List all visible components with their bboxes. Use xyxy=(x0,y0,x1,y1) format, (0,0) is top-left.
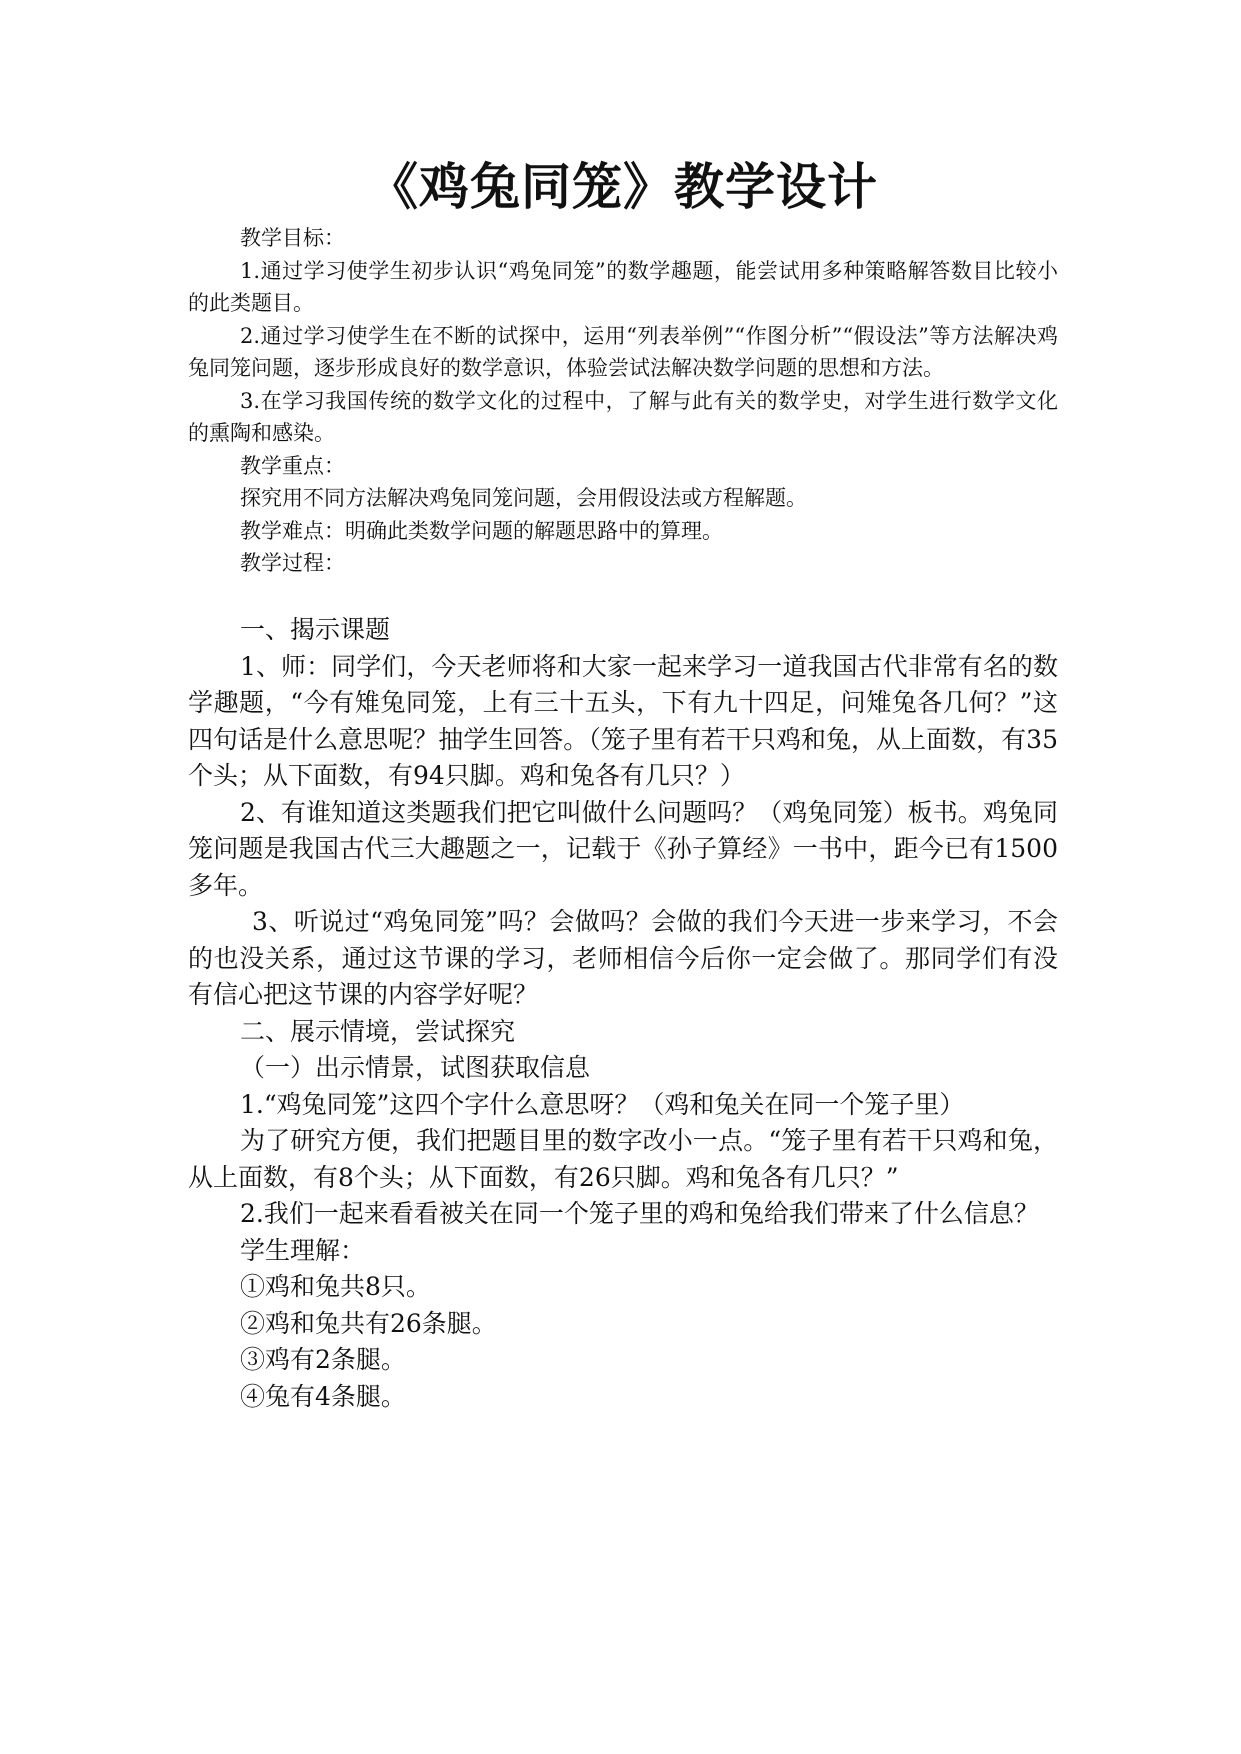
student-understanding-heading: 学生理解： xyxy=(240,1235,366,1265)
student-point: ②鸡和兔共有26条腿。 xyxy=(240,1308,497,1338)
student-point: ④兔有4条腿。 xyxy=(240,1381,406,1411)
student-point: ③鸡有2条腿。 xyxy=(240,1345,406,1374)
document-title: 《鸡兔同笼》教学设计 xyxy=(368,157,878,216)
objective-1: 1.通过学习使学生初步认识“鸡兔同笼”的数学趣题，能尝试用多种策略解答数目比较小的此类题目。 xyxy=(188,258,1058,315)
part-2-subheading-1: （一）出示情景，试图获取信息 xyxy=(240,1053,591,1082)
part-2-item-1-follow: 为了研究方便，我们把题目里的数字改小一点。“笼子里有若干只鸡和兔，从上面数，有8个头；从下面数，有26只脚。鸡和兔各有几只？” xyxy=(188,1126,1058,1192)
document-page xyxy=(188,0,1058,1754)
objective-2: 2.通过学习使学生在不断的试探中，运用“列表举例”“作图分析”“假设法”等方法解决鸡兔同笼问题，逐步形成良好的数学意识，体验尝试法解决数学问题的思想和方法。 xyxy=(188,323,1058,380)
part-1-item-2: 2、有谁知道这类题我们把它叫做什么问题吗？（鸡兔同笼）板书。鸡兔同笼问题是我国古代三大趣题之一，记载于《孙子算经》一书中，距今已有1500多年。 xyxy=(188,797,1058,900)
part-1-item-3: 3、听说过“鸡兔同笼”吗？会做吗？会做的我们今天进一步来学习，不会的也没关系，通过这节课的学习，老师相信今后你一定会做了。那同学们有没有信心把这节课的内容学好呢？ xyxy=(188,907,1058,1009)
objectives-heading: 教学目标： xyxy=(240,226,345,250)
objective-3: 3.在学习我国传统的数学文化的过程中，了解与此有关的数学史，对学生进行数学文化的熏陶和感染。 xyxy=(188,388,1058,445)
part-1-heading: 一、揭示课题 xyxy=(240,615,391,644)
difficulty-text: 教学难点：明确此类数学问题的解题思路中的算理。 xyxy=(240,518,723,543)
part-1-item-1: 1、师：同学们，今天老师将和大家一起来学习一道我国古代非常有名的数学趣题，“今有雉兔同笼，上有三十五头，下有九十四足，问雉兔各几何？”这四句话是什么意思呢？抽学生回答。（笼子里有若干只鸡和兔，从上面数，有35个头；从下面数，有94只脚。鸡和兔各有几只？） xyxy=(188,651,1058,790)
part-2-item-1: 1.“鸡兔同笼”这四个字什么意思呀？（鸡和兔关在同一个笼子里） xyxy=(240,1089,965,1119)
process-heading: 教学过程： xyxy=(240,551,345,575)
objectives-section xyxy=(188,222,1058,580)
student-point: ①鸡和兔共8只。 xyxy=(240,1272,431,1301)
key-points-heading: 教学重点： xyxy=(240,453,345,478)
part-2-item-2: 2.我们一起来看看被关在同一个笼子里的鸡和兔给我们带来了什么信息？ xyxy=(240,1199,1039,1228)
part-2-heading: 二、展示情境，尝试探究 xyxy=(240,1016,516,1046)
key-points-text: 探究用不同方法解决鸡兔同笼问题，会用假设法或方程解题。 xyxy=(240,486,807,510)
lesson-process-section xyxy=(188,612,1058,1415)
